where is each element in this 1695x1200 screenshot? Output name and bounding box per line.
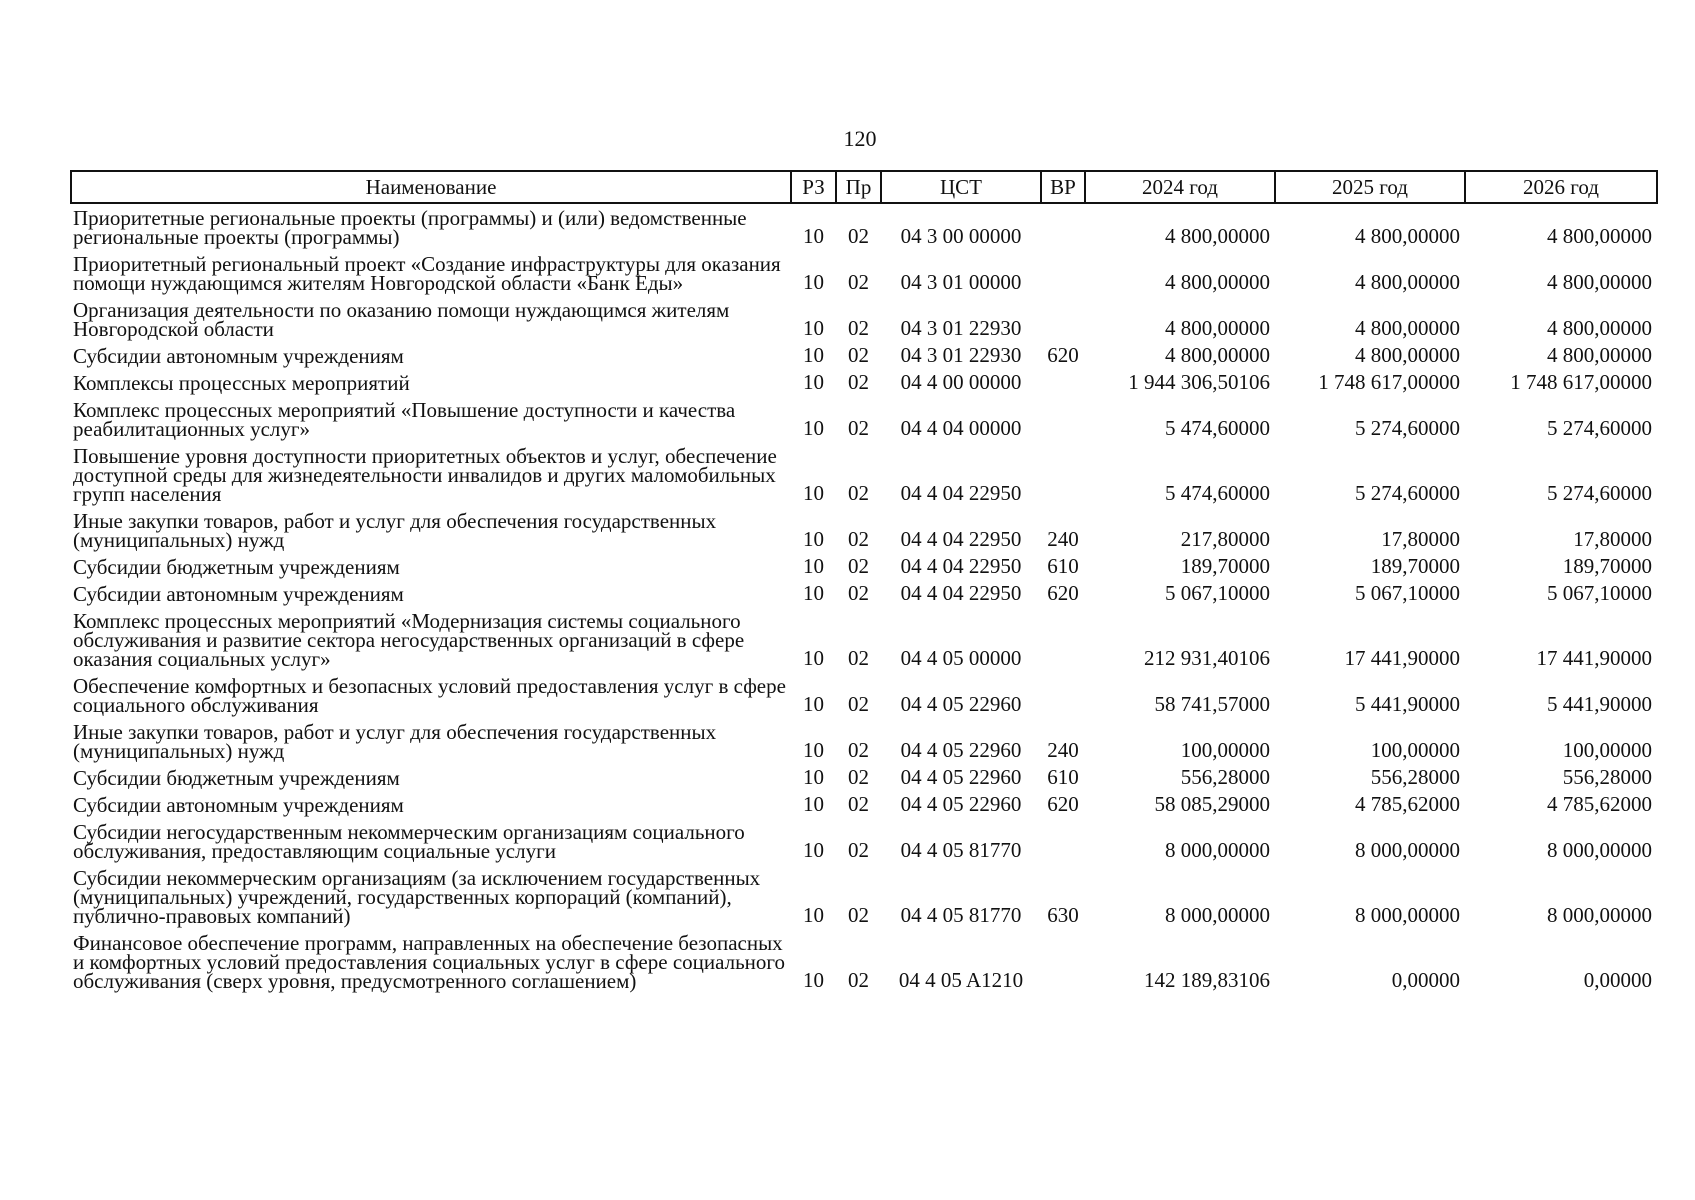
row-value-2025: 4 800,00000 [1355,270,1460,294]
row-rz: 10 [803,316,824,340]
row-value-2026: 1 748 617,00000 [1510,370,1652,394]
column-header-name: Наименование [71,171,791,203]
row-value-2025: 1 748 617,00000 [1318,370,1460,394]
table-header-row [71,171,1657,203]
row-pr: 02 [848,343,869,367]
row-value-2026: 5 441,90000 [1547,692,1652,716]
row-name: Комплекс процессных мероприятий «Повышение доступности и качества реабилитационных услуг» [73,398,736,441]
row-rz: 10 [803,646,824,670]
budget-table [70,170,1658,994]
column-header-rz: РЗ [791,171,836,203]
row-vr [1041,607,1085,672]
row-value-2024: 4 800,00000 [1165,343,1270,367]
row-cst: 04 4 00 00000 [900,370,1022,394]
row-name: Финансовое обеспечение программ, направленных на обеспечение безопасных и комфортных условий предоставления социальных услуг в сфере социального обслуживания (сверх уровня, предусмотренного соглашением) [73,931,786,993]
row-value-2024: 217,80000 [1180,527,1270,551]
row-value-2025: 4 785,62000 [1355,792,1460,816]
table-row [71,607,1657,672]
row-cst: 04 4 05 22960 [900,765,1022,789]
row-pr: 02 [848,581,869,605]
row-cst: 04 4 05 22960 [900,738,1022,762]
row-rz: 10 [803,370,824,394]
row-value-2026: 17 441,90000 [1536,646,1652,670]
row-name: Субсидии некоммерческим организациям (за исключением государственных (муниципальных) учреждений, государственных корпораций (компаний), публично-правовых компаний) [73,866,761,928]
row-name: Субсидии бюджетным учреждениям [73,766,400,790]
row-name: Иные закупки товаров, работ и услуг для обеспечения государственных (муниципальных) нужд [73,720,717,763]
row-value-2025: 17,80000 [1381,527,1460,551]
table-row [71,250,1657,296]
row-pr: 02 [848,316,869,340]
row-name: Комплексы процессных мероприятий [73,371,410,395]
row-value-2024: 5 474,60000 [1165,481,1270,505]
table-body [71,203,1657,994]
row-value-2026: 0,00000 [1583,968,1652,992]
row-pr: 02 [848,224,869,248]
row-value-2024: 5 067,10000 [1165,581,1270,605]
row-value-2024: 5 474,60000 [1165,416,1270,440]
row-cst: 04 4 05 22960 [900,792,1022,816]
row-value-2026: 8 000,00000 [1547,903,1652,927]
row-value-2024: 58 741,57000 [1154,692,1270,716]
row-pr: 02 [848,838,869,862]
row-rz: 10 [803,581,824,605]
row-pr: 02 [848,416,869,440]
row-value-2024: 100,00000 [1180,738,1270,762]
table-row [71,296,1657,342]
row-name: Субсидии автономным учреждениям [73,344,404,368]
row-value-2025: 5 441,90000 [1355,692,1460,716]
row-value-2024: 4 800,00000 [1165,270,1270,294]
row-cst: 04 4 05 A1210 [898,968,1024,992]
row-vr [1041,369,1085,396]
row-value-2025: 8 000,00000 [1355,903,1460,927]
row-cst: 04 4 05 00000 [900,646,1022,670]
row-vr [1041,929,1085,994]
row-cst: 04 3 00 00000 [900,224,1022,248]
table-row [71,442,1657,507]
row-value-2026: 189,70000 [1562,554,1652,578]
row-value-2024: 556,28000 [1180,765,1270,789]
row-value-2025: 5 067,10000 [1355,581,1460,605]
row-pr: 02 [848,481,869,505]
row-vr: 610 [1047,765,1079,789]
row-pr: 02 [848,903,869,927]
row-value-2025: 4 800,00000 [1355,343,1460,367]
row-pr: 02 [848,765,869,789]
row-pr: 02 [848,370,869,394]
row-value-2024: 142 189,83106 [1144,968,1270,992]
row-vr: 630 [1047,903,1079,927]
row-pr: 02 [848,646,869,670]
row-pr: 02 [848,554,869,578]
row-name: Приоритетный региональный проект «Создание инфраструктуры для оказания помощи нуждающимся жителям Новгородской области «Банк Еды» [73,252,781,295]
row-cst: 04 4 05 81770 [900,838,1022,862]
row-rz: 10 [803,738,824,762]
table-row [71,369,1657,396]
row-rz: 10 [803,838,824,862]
row-value-2025: 4 800,00000 [1355,224,1460,248]
row-rz: 10 [803,903,824,927]
column-header-2024: 2024 год [1085,171,1275,203]
table-row [71,553,1657,580]
row-pr: 02 [848,692,869,716]
row-name: Организация деятельности по оказанию помощи нуждающимся жителям Новгородской области [73,298,730,341]
table-row [71,764,1657,791]
row-vr [1041,672,1085,718]
row-name: Субсидии негосударственным некоммерческим организациям социального обслуживания, предоставляющим социальные услуги [73,820,745,863]
row-vr: 240 [1047,738,1079,762]
row-name: Повышение уровня доступности приоритетных объектов и услуг, обеспечение доступной среды для жизнедеятельности инвалидов и других маломобильных групп населения [73,444,777,506]
row-value-2026: 4 800,00000 [1547,270,1652,294]
row-pr: 02 [848,738,869,762]
row-value-2026: 5 067,10000 [1547,581,1652,605]
row-vr [1041,203,1085,250]
row-value-2026: 8 000,00000 [1547,838,1652,862]
row-vr: 240 [1047,527,1079,551]
row-vr: 610 [1047,554,1079,578]
row-value-2025: 8 000,00000 [1355,838,1460,862]
row-name: Иные закупки товаров, работ и услуг для обеспечения государственных (муниципальных) нужд [73,509,717,552]
table-row [71,203,1657,250]
row-value-2024: 8 000,00000 [1165,903,1270,927]
row-vr [1041,442,1085,507]
row-cst: 04 4 04 22950 [900,527,1022,551]
row-vr: 620 [1047,343,1079,367]
table-row [71,342,1657,369]
row-value-2024: 4 800,00000 [1165,224,1270,248]
row-value-2025: 0,00000 [1391,968,1460,992]
page-number: 120 [843,126,877,151]
row-cst: 04 4 04 00000 [900,416,1022,440]
row-value-2026: 5 274,60000 [1547,481,1652,505]
row-pr: 02 [848,792,869,816]
row-vr: 620 [1047,792,1079,816]
row-pr: 02 [848,968,869,992]
row-rz: 10 [803,792,824,816]
table-row [71,818,1657,864]
column-header-vr: ВР [1041,171,1085,203]
table-row [71,672,1657,718]
row-vr [1041,818,1085,864]
row-cst: 04 3 01 00000 [900,270,1022,294]
column-header-pr: Пр [836,171,881,203]
row-value-2025: 5 274,60000 [1355,481,1460,505]
row-name: Субсидии бюджетным учреждениям [73,555,400,579]
row-vr [1041,250,1085,296]
row-value-2026: 4 800,00000 [1547,316,1652,340]
row-value-2025: 189,70000 [1370,554,1460,578]
row-value-2024: 8 000,00000 [1165,838,1270,862]
row-cst: 04 4 04 22950 [900,581,1022,605]
row-name: Субсидии автономным учреждениям [73,793,404,817]
row-cst: 04 4 05 22960 [900,692,1022,716]
table-row [71,507,1657,553]
row-cst: 04 4 04 22950 [900,481,1022,505]
row-pr: 02 [848,527,869,551]
row-pr: 02 [848,270,869,294]
row-rz: 10 [803,343,824,367]
row-value-2026: 4 785,62000 [1547,792,1652,816]
table-row [71,929,1657,994]
row-rz: 10 [803,527,824,551]
row-value-2024: 212 931,40106 [1144,646,1270,670]
row-value-2024: 1 944 306,50106 [1128,370,1270,394]
row-cst: 04 4 05 81770 [900,903,1022,927]
table-row [71,791,1657,818]
column-header-2026: 2026 год [1465,171,1657,203]
row-value-2026: 4 800,00000 [1547,224,1652,248]
table-row [71,718,1657,764]
row-cst: 04 3 01 22930 [900,343,1022,367]
row-value-2024: 189,70000 [1180,554,1270,578]
row-cst: 04 4 04 22950 [900,554,1022,578]
row-value-2025: 4 800,00000 [1355,316,1460,340]
row-rz: 10 [803,224,824,248]
column-header-cst: ЦСТ [881,171,1041,203]
row-rz: 10 [803,692,824,716]
table-row [71,396,1657,442]
row-vr: 620 [1047,581,1079,605]
row-value-2026: 17,80000 [1573,527,1652,551]
row-rz: 10 [803,270,824,294]
row-rz: 10 [803,554,824,578]
row-value-2026: 4 800,00000 [1547,343,1652,367]
row-rz: 10 [803,968,824,992]
table-row [71,864,1657,929]
row-name: Приоритетные региональные проекты (программы) и (или) ведомственные региональные проекты (программы) [73,206,747,249]
column-header-2025: 2025 год [1275,171,1465,203]
row-value-2026: 100,00000 [1562,738,1652,762]
table-row [71,580,1657,607]
row-value-2024: 58 085,29000 [1154,792,1270,816]
row-vr [1041,396,1085,442]
row-vr [1041,296,1085,342]
row-value-2025: 17 441,90000 [1344,646,1460,670]
row-cst: 04 3 01 22930 [900,316,1022,340]
row-rz: 10 [803,481,824,505]
row-value-2025: 100,00000 [1370,738,1460,762]
row-name: Обеспечение комфортных и безопасных условий предоставления услуг в сфере социального обслуживания [73,674,786,717]
row-value-2026: 5 274,60000 [1547,416,1652,440]
row-value-2026: 556,28000 [1562,765,1652,789]
row-value-2025: 556,28000 [1370,765,1460,789]
row-name: Субсидии автономным учреждениям [73,582,404,606]
row-name: Комплекс процессных мероприятий «Модернизация системы социального обслуживания и развитие сектора негосударственных организаций в сфере оказания социальных услуг» [73,609,745,671]
row-rz: 10 [803,765,824,789]
row-value-2024: 4 800,00000 [1165,316,1270,340]
row-value-2025: 5 274,60000 [1355,416,1460,440]
row-rz: 10 [803,416,824,440]
